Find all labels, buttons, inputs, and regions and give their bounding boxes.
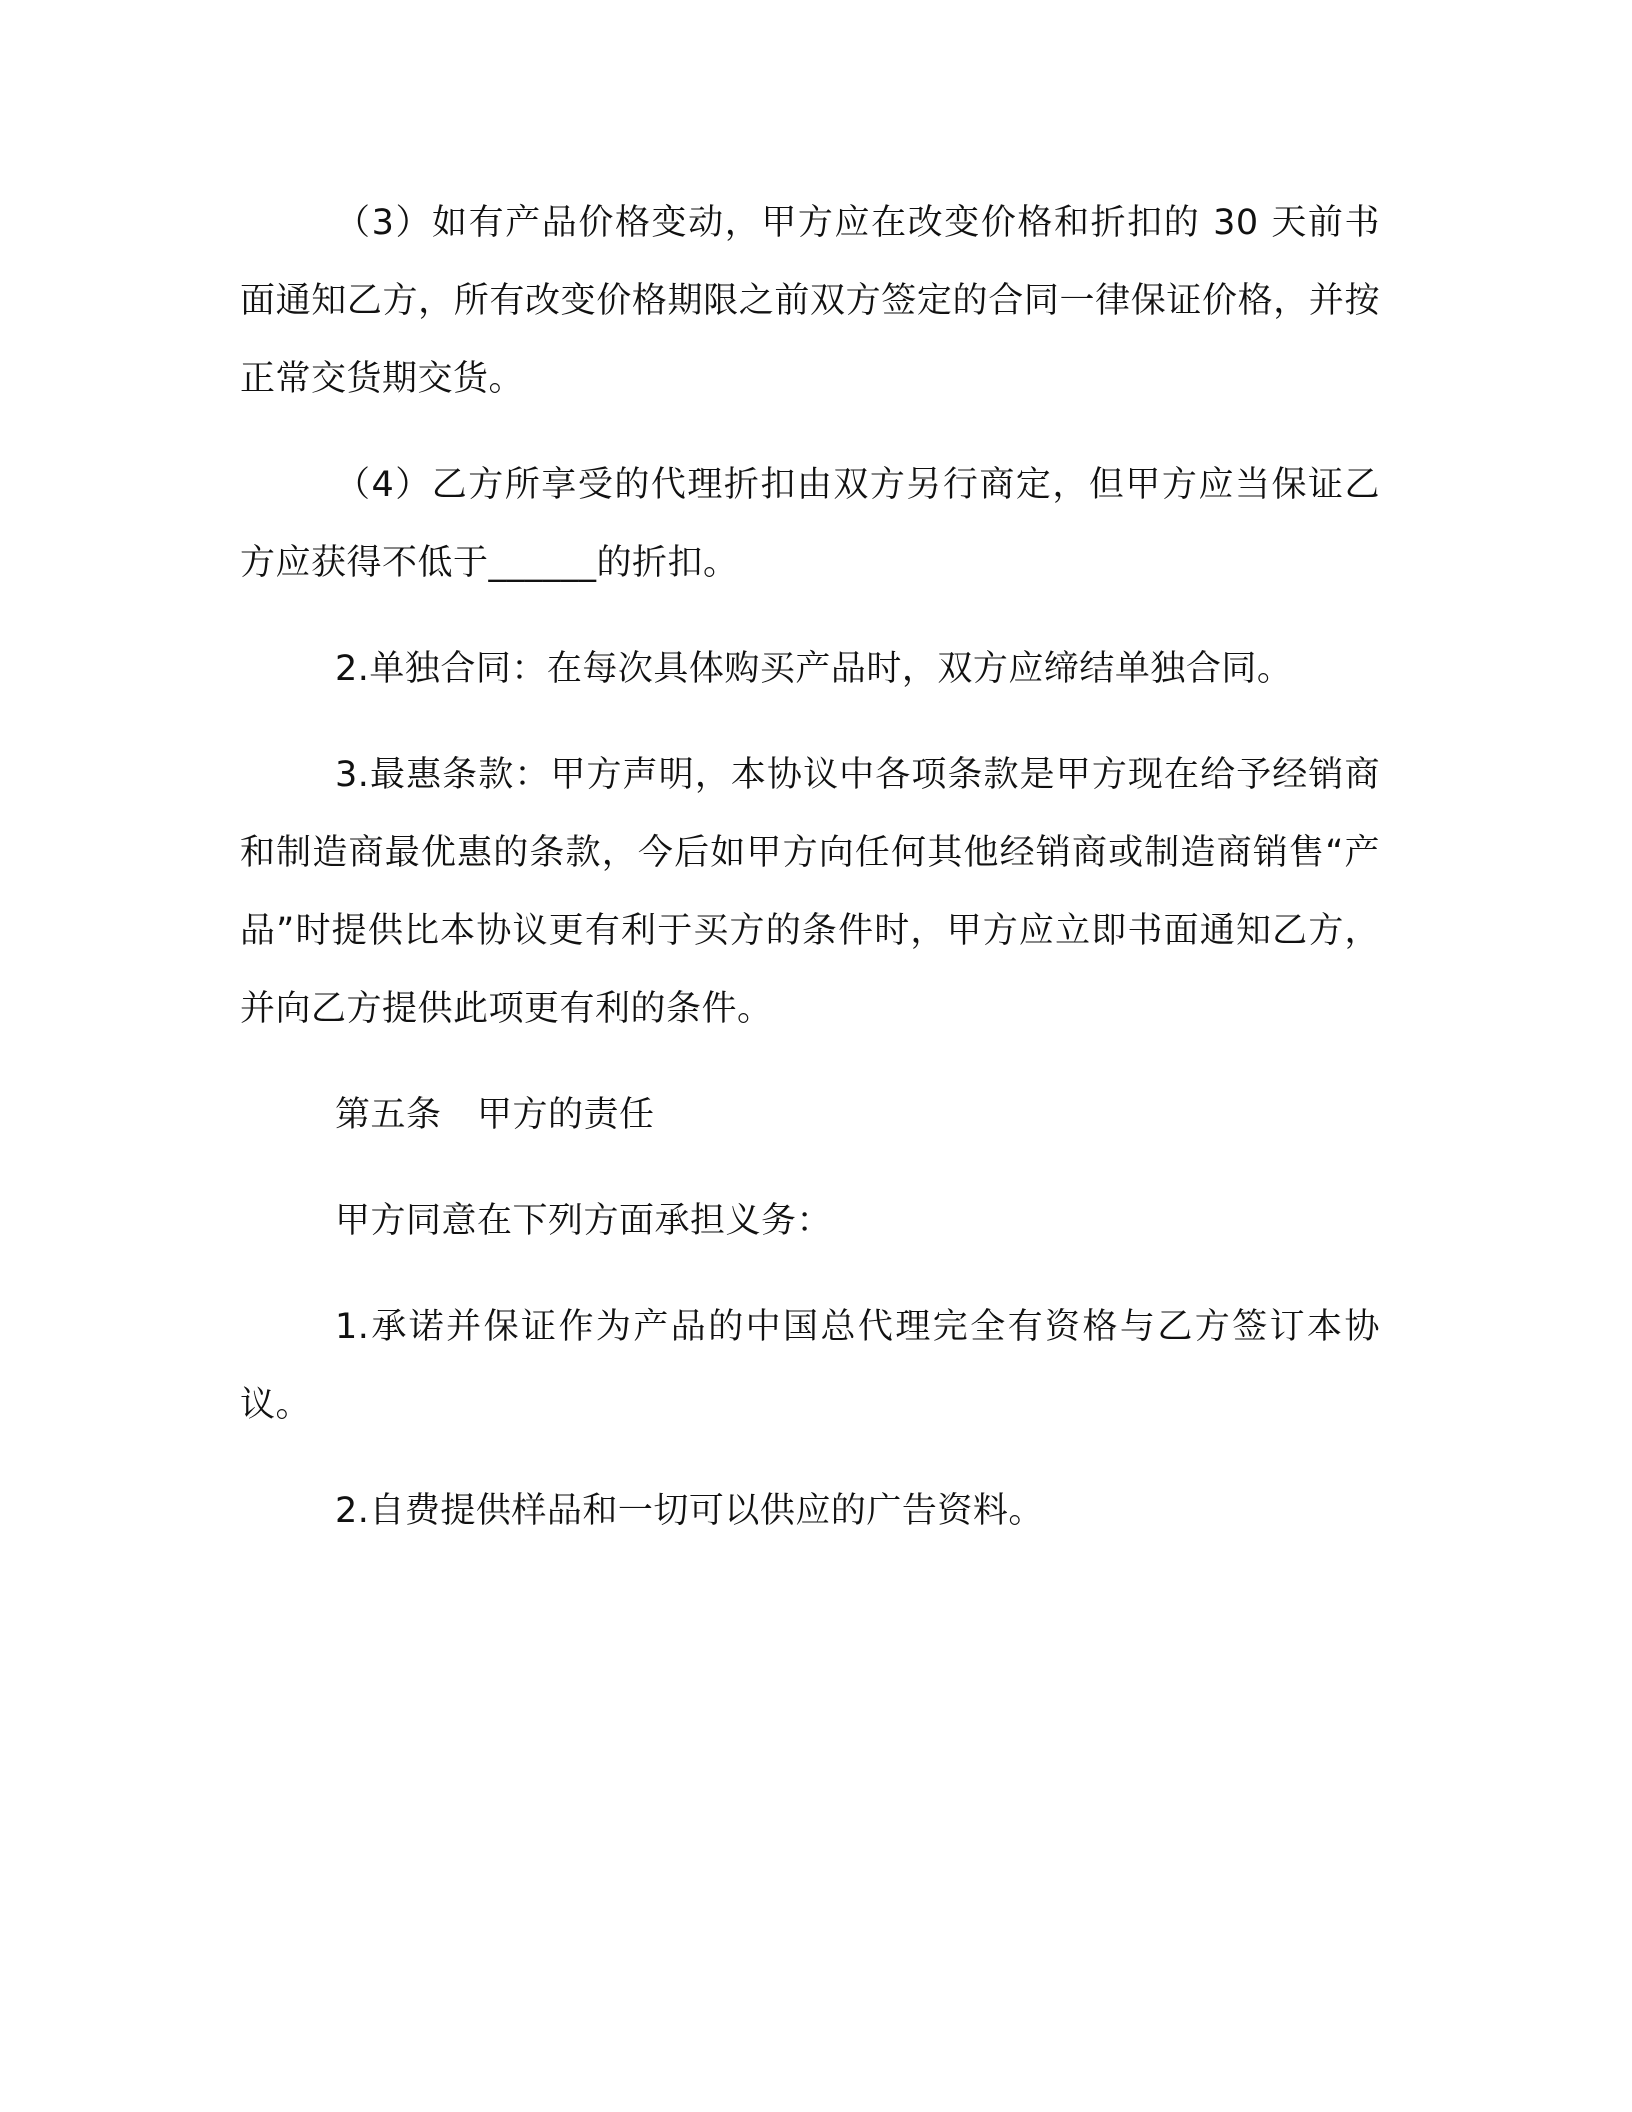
paragraph-separate-contract [240,630,1380,708]
paragraph-most-favored-clause [240,736,1380,1048]
article-5-heading [240,1076,1380,1154]
paragraph-line: 3.最惠条款：甲方声明，本协议中各项条款是甲方现在给予经销 [335,755,1345,795]
paragraph-line: 商和制造商最优惠的条款，今后如甲方向任何其他经销商或制造商销 [240,755,1380,873]
paragraph-obligation-2 [240,1472,1380,1550]
paragraph-line: 售“产品”时提供比本协议更有利于买方的条件时，甲方应立即书面 [240,833,1380,951]
paragraph-line: 乙方应获得不低于______的折扣。 [240,465,1380,583]
document-body [240,184,1380,1578]
paragraph-line: 2.单独合同：在每次具体购买产品时，双方应缔结单独合同。 [335,649,1293,689]
paragraph-line: （4）乙方所享受的代理折扣由双方另行商定，但甲方应当保证 [335,465,1345,505]
paragraph-line: 1.承诺并保证作为产品的中国总代理完全有资格与乙方签订本协 [335,1307,1380,1347]
paragraph-line: 甲方同意在下列方面承担义务： [335,1201,833,1241]
paragraph-obligations-intro [240,1182,1380,1260]
paragraph-agency-discount [240,446,1380,602]
paragraph-line: 通知乙方，并向乙方提供此项更有利的条件。 [240,911,1380,1029]
paragraph-obligation-1 [240,1288,1380,1444]
paragraph-line: 2.自费提供样品和一切可以供应的广告资料。 [335,1491,1044,1531]
heading-text: 第五条 甲方的责任 [335,1095,655,1135]
paragraph-price-change [240,184,1380,418]
paragraph-line: 面通知乙方，所有改变价格期限之前双方签定的合同一律保证价格， [240,281,1309,321]
paragraph-line: 议。 [240,1385,312,1425]
paragraph-line: 并按正常交货期交货。 [240,281,1380,399]
paragraph-line: （3）如有产品价格变动，甲方应在改变价格和折扣的 30 天前书 [335,203,1380,243]
